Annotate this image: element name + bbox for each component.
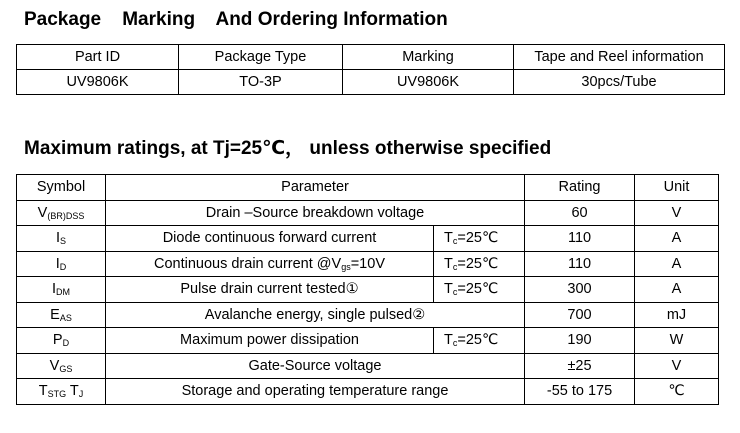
parameter-cell: Continuous drain current $@V_{gs}=10V$	[106, 251, 434, 277]
parameter-cell: Avalanche energy, single pulsed②	[106, 302, 525, 328]
rating-cell: ±25	[525, 353, 635, 379]
unit-cell: mJ	[635, 302, 719, 328]
condition-cell: $T_c=25℃$	[434, 251, 525, 277]
rating-cell: 110	[525, 226, 635, 252]
header-tape-reel: Tape and Reel information	[514, 45, 725, 70]
header-unit: Unit	[635, 175, 719, 201]
cell-part-id: UV9806K	[17, 70, 179, 95]
max-ratings-heading: Maximum ratings, at Tj=25℃， unless otherwise specified	[24, 138, 552, 159]
unit-cell: W	[635, 328, 719, 354]
rating-cell: -55 to 175	[525, 379, 635, 405]
unit-cell: V	[635, 353, 719, 379]
table-row	[17, 200, 719, 226]
cell-marking: UV9806K	[343, 70, 514, 95]
package-marking-heading: Package Marking And Ordering Information	[24, 9, 448, 30]
table-row	[17, 328, 719, 354]
unit-cell: V	[635, 200, 719, 226]
table-row	[17, 277, 719, 303]
symbol-cell: $T_{STG}$ $T_J$	[17, 379, 106, 405]
header-parameter: Parameter	[106, 175, 525, 201]
header-symbol: Symbol	[17, 175, 106, 201]
symbol-cell: $I_D$	[17, 251, 106, 277]
condition-cell: $T_c=25℃$	[434, 328, 525, 354]
rating-cell: 60	[525, 200, 635, 226]
table-row	[17, 379, 719, 405]
symbol-cell: $E_{AS}$	[17, 302, 106, 328]
table-header-row	[17, 175, 719, 201]
header-rating: Rating	[525, 175, 635, 201]
parameter-cell: Storage and operating temperature range	[106, 379, 525, 405]
header-marking: Marking	[343, 45, 514, 70]
parameter-cell: Diode continuous forward current	[106, 226, 434, 252]
max-ratings-table	[16, 174, 719, 405]
symbol-cell: $V_{GS}$	[17, 353, 106, 379]
rating-cell: 300	[525, 277, 635, 303]
ordering-info-table	[16, 44, 725, 95]
symbol-cell: $I_S$	[17, 226, 106, 252]
symbol-cell: $I_{DM}$	[17, 277, 106, 303]
table-row	[17, 302, 719, 328]
rating-cell: 110	[525, 251, 635, 277]
header-package-type: Package Type	[179, 45, 343, 70]
unit-cell: A	[635, 277, 719, 303]
symbol-cell: $V_{(BR)DSS}$	[17, 200, 106, 226]
condition-cell: $T_c=25℃$	[434, 277, 525, 303]
header-part-id: Part ID	[17, 45, 179, 70]
symbol-cell: $P_D$	[17, 328, 106, 354]
table-row	[17, 226, 719, 252]
rating-cell: 190	[525, 328, 635, 354]
cell-tape-reel: 30pcs/Tube	[514, 70, 725, 95]
table-header-row	[17, 45, 725, 70]
unit-cell: A	[635, 251, 719, 277]
unit-cell: A	[635, 226, 719, 252]
parameter-cell: Pulse drain current tested①	[106, 277, 434, 303]
unit-cell: ℃	[635, 379, 719, 405]
parameter-cell: Maximum power dissipation	[106, 328, 434, 354]
parameter-cell: Gate-Source voltage	[106, 353, 525, 379]
condition-cell: $T_c=25℃$	[434, 226, 525, 252]
rating-cell: 700	[525, 302, 635, 328]
table-row	[17, 70, 725, 95]
parameter-cell: Drain –Source breakdown voltage	[106, 200, 525, 226]
table-row	[17, 353, 719, 379]
cell-package-type: TO-3P	[179, 70, 343, 95]
table-row	[17, 251, 719, 277]
